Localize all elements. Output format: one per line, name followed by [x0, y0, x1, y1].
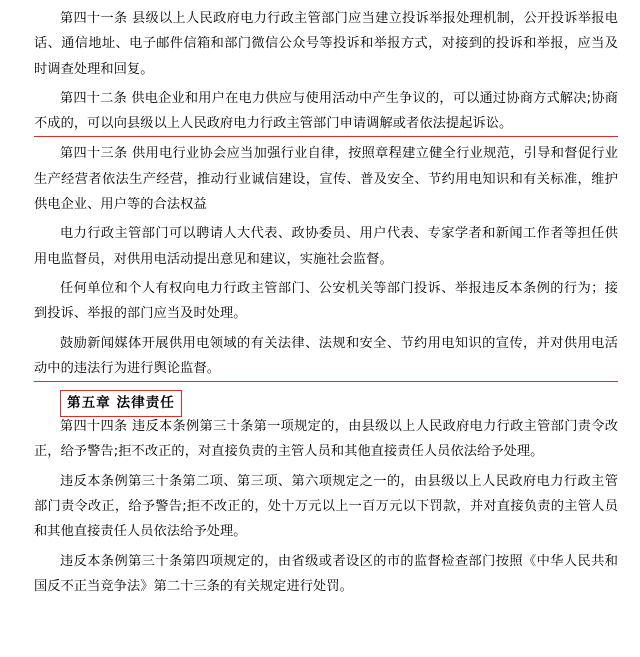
- paragraph-article-44: 第四十四条 违反本条例第三十条第一项规定的，由县级以上人民政府电力行政主管部门责令改正，给予警告;拒不改正的，对直接负责的主管人员和其他直接责任人员依法给予处理。: [34, 419, 618, 460]
- chapter-heading-wrap: [34, 384, 618, 414]
- paragraph-media: 鼓励新闻媒体开展供用电领域的有关法律、法规和安全、节约用电知识的宣传，并对供用电活动中的违法行为进行舆论监督。: [34, 331, 618, 383]
- paragraph-article-41: 第四十一条 县级以上人民政府电力行政主管部门应当建立投诉举报处理机制，公开投诉举报电话、通信地址、电子邮件信箱和部门微信公众号等投诉和举报方式，对接到的投诉和举报，应当及时调查处理和回复。: [34, 11, 618, 77]
- paragraph-article-44-clause-4: 违反本条例第三十条第四项规定的，由省级或者设区的市的监督检查部门按照《中华人民共和国反不正当竞争法》第二十三条的有关规定进行处罚。: [34, 553, 618, 594]
- paragraph-article-43: 第四十三条 供用电行业协会应当加强行业自律，按照章程建立健全行业规范，引导和督促行业生产经营者依法生产经营，推动行业诚信建设，宣传、普及安全、节约用电知识和有关标准，维护供电企业、用户等的合法权益: [34, 146, 618, 213]
- chapter-heading: 第五章 法律责任: [60, 390, 182, 417]
- paragraph-article-44-clause-2: 违反本条例第三十条第二项、第三项、第六项规定之一的，由县级以上人民政府电力行政主管部门责令改正，给予警告;拒不改正的，处十万元以上一百万元以下罚款，并对直接负责的主管人员和其他直接责任人员依法给予处理。: [34, 473, 618, 540]
- paragraph-complaint: 任何单位和个人有权向电力行政主管部门、公安机关等部门投诉、举报违反本条例的行为；接到投诉、举报的部门应当及时处理。: [34, 280, 618, 322]
- paragraph-article-42: 第四十二条 供电企业和用户在电力供应与使用活动中产生争议的，可以通过协商方式解决;协商不成的，可以向县级以上人民政府电力行政主管部门申请调解或者依法提起诉讼。: [34, 86, 618, 138]
- paragraph-supervisor: 电力行政主管部门可以聘请人大代表、政协委员、用户代表、专家学者和新闻工作者等担任供用电监督员，对供用电活动提出意见和建议，实施社会监督。: [34, 226, 618, 267]
